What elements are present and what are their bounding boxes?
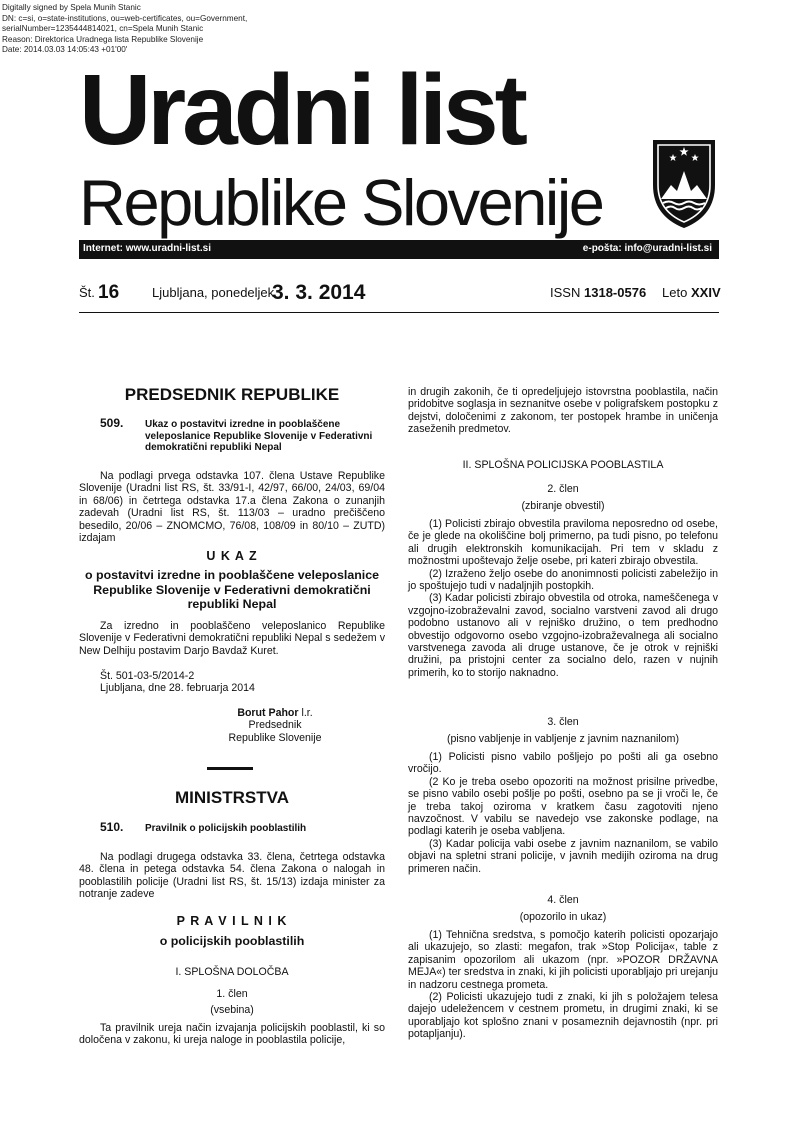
signature-line: DN: c=si, o=state-institutions, ou=web-certificates, ou=Government,	[2, 13, 248, 23]
article-heading: 3. člen	[547, 716, 579, 728]
act-number: 509.	[100, 416, 124, 430]
act-number: 510.	[100, 820, 124, 834]
separator-rule	[207, 767, 253, 770]
article-body	[408, 518, 718, 679]
section-heading-president: PREDSEDNIK REPUBLIKE	[124, 385, 340, 404]
ukaz-heading: U K A Z	[206, 549, 258, 563]
signature-line: Reason: Direktorica Uradnega lista Republike Slovenije	[2, 34, 204, 44]
article-body	[408, 751, 718, 875]
issue-place-day: Ljubljana, ponedeljek	[152, 285, 275, 300]
act-510-heading	[100, 822, 390, 838]
signature-line: Date: 2014.03.03 14:05:43 +01'00'	[2, 45, 128, 55]
article-subheading: (zbiranje obvestil)	[521, 500, 605, 512]
header-divider	[79, 312, 719, 313]
body-text: (2) Izraženo željo osebe do anonimnosti policisti zabeležijo in jo spoštujejo tudi v nadaljnjih postopkih.	[408, 567, 718, 593]
signature-line: serialNumber=1235444814021, cn=Spela Munih Stanic	[2, 24, 204, 34]
section-heading-ministries: MINISTRSTVA	[175, 788, 289, 807]
masthead-contact-bar	[79, 240, 719, 259]
signer-name: Borut Pahor	[237, 707, 299, 719]
reference-number: Št. 501-03-5/2014-2	[100, 670, 195, 682]
article-heading: 1. člen	[216, 988, 248, 1000]
paragraph	[79, 620, 385, 657]
article-heading: 4. člen	[547, 894, 579, 906]
issue-number-label: Št.	[79, 285, 95, 300]
chapter-heading: I. SPLOŠNA DOLOČBA	[175, 966, 289, 978]
act-title: Pravilnik o policijskih pooblastilih	[145, 823, 307, 834]
body-text: in drugih zakonih, če ti opredeljujejo istovrstna pooblastila, način pridobitve soglasja in seznanitve osebe v poligrafskem postopku z dejstvi, določenimi z zakonom, ter postopek hrambe in uničenja zaseženih predmetov.	[408, 386, 718, 436]
body-text: (1) Policisti pisno vabilo pošljejo po pošti ali ga osebno vročijo.	[408, 751, 718, 776]
signer-role: Republike Slovenije	[228, 731, 322, 744]
signature-block	[200, 707, 350, 744]
masthead-subtitle: Republike Slovenije	[79, 166, 603, 239]
reference-block	[100, 670, 380, 695]
pravilnik-title: o policijskih pooblastilih	[159, 934, 305, 948]
website-link[interactable]: Internet: www.uradni-list.si	[83, 243, 211, 254]
article-subheading: (opozorilo in ukaz)	[519, 911, 607, 923]
body-text: Za izredno in pooblaščeno veleposlanico Republike Slovenije v Federativni demokratični republiki Nepal s sedežem v New Delhiju postavim Darjo Bavdaž Kuret.	[79, 620, 385, 657]
act-title: Ukaz o postavitvi izredne in pooblaščene veleposlanice Republike Slovenije v Federativni demokratični republiki Nepal	[145, 419, 373, 454]
slovenia-coat-of-arms-icon	[651, 137, 717, 229]
article-body	[408, 929, 718, 1041]
masthead-title: Uradni list	[79, 54, 524, 166]
body-text: (3) Kadar policisti zbirajo obvestila od otroka, nameščenega v vzgojno-izobraževalni zavod, socialno varstveni zavod ali drugo podobno ustanovo ali v rejniško družino, o tem predhodno obvestijo odgovorno osebo vzgojno-izobraževalnega ali socialno varstvenega zavoda ali druge ustanove, če je otrok v rejniški družini, pa pristojni center za socialno delo, razen v nujnih primerih, ko to storijo naknadno.	[408, 592, 718, 679]
body-text: Na podlagi drugega odstavka 33. člena, četrtega odstavka 48. člena in petega odstavka 54. člena Zakona o nalogah in pooblastilih policije (Uradni list RS, št. 15/13) izdaja minister za notranje zadeve	[79, 851, 385, 901]
signer-role: Predsednik	[248, 719, 302, 732]
year-label: Leto	[662, 285, 688, 300]
digital-signature-block	[2, 3, 302, 56]
reference-date: Ljubljana, dne 28. februarja 2014	[100, 682, 255, 695]
body-text: (3) Kadar policija vabi osebe z javnim naznanilom, se vabilo objavi na spletni strani policije, v javnih medijih oziroma na drug primeren način.	[408, 837, 718, 875]
chapter-heading: II. SPLOŠNA POLICIJSKA POOBLASTILA	[462, 459, 664, 471]
article-subheading: (pisno vabljenje in vabljenje z javnim naznanilom)	[446, 733, 679, 745]
article-heading: 2. člen	[547, 483, 579, 495]
paragraph	[79, 1022, 385, 1047]
issue-line	[79, 283, 719, 313]
year-value: XXIV	[691, 285, 721, 300]
body-text: (1) Tehnična sredstva, s pomočjo katerih policisti opozarjajo ali ukazujejo, so zlasti: megafon, trak »Stop Policija«, table z zapisanim opozorilom ali ukazom (npr. »POZOR DRŽAVNA MEJA«) ter sredstva in znaki, ki jih policisti uporabljajo pri urejanju in nadzoru cestnega prometa.	[408, 929, 718, 991]
ukaz-title: o postavitvi izredne in pooblaščene veleposlanice Republike Slovenije v Federativni demokratični republiki Nepal	[84, 568, 380, 611]
signer-suffix: l.r.	[298, 707, 313, 719]
body-text: (1) Policisti zbirajo obvestila praviloma neposredno od osebe, če je glede na okoliščine bolj primerno, pa tudi pisno, po telefonu ali drugih elektronskih komunikacijah. Pri tem v skladu z možnostmi upoštevajo želje osebe, pri kateri zbirajo obvestila.	[408, 518, 718, 568]
body-text: (2 Ko je treba osebo opozoriti na možnost prisilne privedbe, se pisno vabilo osebi pošlje po pošti, osebno pa se ji vroči le, če je treba takoj oziroma v kratkem času zagotoviti njeno navzočnost. V vabilu se navedejo vse zakonske podlage, na podlagi katerih je oseba vabljena.	[408, 775, 718, 838]
body-text: Ta pravilnik ureja način izvajanja policijskih pooblastil, ki so določena v zakonu, ki ureja naloge in pooblastila policije,	[79, 1022, 385, 1047]
act-509-heading	[100, 418, 390, 458]
email-link[interactable]: e-pošta: info@uradni-list.si	[582, 243, 712, 254]
pravilnik-heading: P R A V I L N I K	[176, 914, 288, 928]
body-text: Na podlagi prvega odstavka 107. člena Ustave Republike Slovenije (Uradni list RS, št. 33/91-I, 42/97, 66/00, 24/03, 69/04 in 68/06) in četrtega odstavka 17.a člena Zakona o zunanjih zadevah (Uradni list RS, št. 113/03 – uradno prečiščeno besedilo, 20/06 – ZNOMCMO, 76/08, 108/09 in 80/10 – ZUTD) izdajam	[79, 470, 385, 545]
issn-label: ISSN	[550, 285, 581, 300]
paragraph	[79, 851, 385, 901]
body-text: (2) Policisti ukazujejo tudi z znaki, ki jih s položajem telesa dajejo udeležencem v cestnem prometu, in drugimi znaki, ki se uporabljajo kot splošno znani v posameznih dejavnostih (npr. pri potapljanju).	[408, 991, 718, 1041]
paragraph	[79, 470, 385, 544]
issue-date: 3. 3. 2014	[272, 281, 366, 304]
signature-line: Digitally signed by Spela Munih Stanic	[2, 3, 141, 12]
issn-value: 1318-0576	[584, 285, 647, 300]
issue-number: 16	[98, 282, 120, 303]
article-subheading: (vsebina)	[210, 1004, 254, 1016]
paragraph	[408, 386, 718, 436]
